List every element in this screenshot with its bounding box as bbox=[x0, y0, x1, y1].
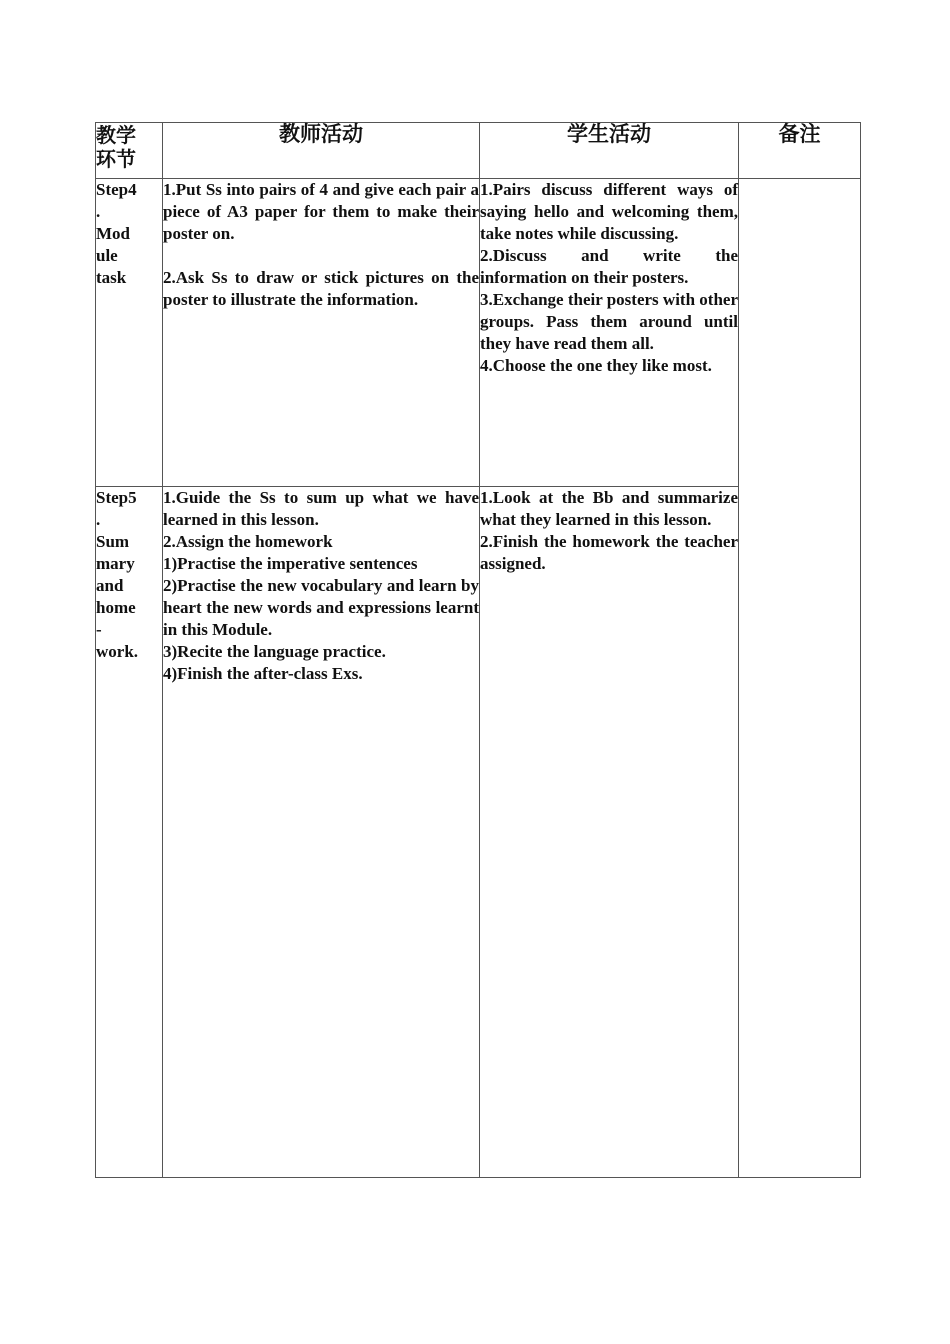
header-student-activity: 学生活动 bbox=[480, 123, 739, 179]
step-line: . bbox=[96, 510, 101, 529]
step-line: . bbox=[96, 202, 101, 221]
step-line: and bbox=[96, 576, 124, 595]
teacher-activity-item: 1.Put Ss into pairs of 4 and give each pair a piece of A3 paper for them to make their poster on. bbox=[163, 180, 479, 243]
student-activity-item: 1.Pairs discuss different ways of saying hello and welcoming them, take notes while discussing. bbox=[480, 180, 738, 243]
step-line: Step4 bbox=[96, 180, 137, 199]
header-step-line-1: 教学 bbox=[96, 123, 136, 147]
header-row bbox=[96, 123, 861, 179]
teacher-activity-item: 1)Practise the imperative sentences bbox=[163, 554, 418, 573]
step-cell bbox=[96, 487, 163, 1178]
student-activity-cell bbox=[480, 179, 739, 487]
student-activity-item: 4.Choose the one they like most. bbox=[480, 356, 712, 375]
notes-cell bbox=[739, 179, 861, 1178]
teacher-activity-item: 1.Guide the Ss to sum up what we have learned in this lesson. bbox=[163, 488, 479, 529]
teacher-activity-item: 3)Recite the language practice. bbox=[163, 642, 386, 661]
header-step-line-2: 环节 bbox=[96, 147, 136, 171]
step-line: Sum bbox=[96, 532, 130, 551]
header-step bbox=[96, 123, 163, 179]
student-activity-item: 2.Discuss and write the information on their posters. bbox=[480, 246, 738, 287]
student-activity-item: 3.Exchange their posters with other groups. Pass them around until they have read them all. bbox=[480, 290, 738, 353]
student-activity-item: 2.Finish the homework the teacher assigned. bbox=[480, 532, 738, 573]
step-line: Step5 bbox=[96, 488, 137, 507]
teacher-activity-cell bbox=[163, 487, 480, 1178]
spacer bbox=[163, 245, 479, 267]
step-line: work. bbox=[96, 642, 139, 661]
step-cell bbox=[96, 179, 163, 487]
step-line: ule bbox=[96, 246, 118, 265]
step-line: home bbox=[96, 598, 136, 617]
table-row bbox=[96, 179, 861, 487]
student-activity-cell bbox=[480, 487, 739, 1178]
teacher-activity-item: 2.Assign the homework bbox=[163, 532, 333, 551]
teacher-activity-item: 2)Practise the new vocabulary and learn by heart the new words and expressions learnt in this Module. bbox=[163, 576, 479, 639]
step-line: Mod bbox=[96, 224, 130, 243]
student-activity-item: 1.Look at the Bb and summarize what they learned in this lesson. bbox=[480, 488, 738, 529]
teacher-activity-item: 4)Finish the after-class Exs. bbox=[163, 664, 363, 683]
header-teacher-activity: 教师活动 bbox=[163, 123, 480, 179]
teacher-activity-item: 2.Ask Ss to draw or stick pictures on the poster to illustrate the information. bbox=[163, 268, 479, 309]
lesson-plan-table bbox=[95, 122, 861, 1178]
step-line: - bbox=[96, 620, 102, 639]
step-line: task bbox=[96, 268, 127, 287]
header-notes: 备注 bbox=[739, 123, 861, 179]
step-line: mary bbox=[96, 554, 135, 573]
teacher-activity-cell bbox=[163, 179, 480, 487]
